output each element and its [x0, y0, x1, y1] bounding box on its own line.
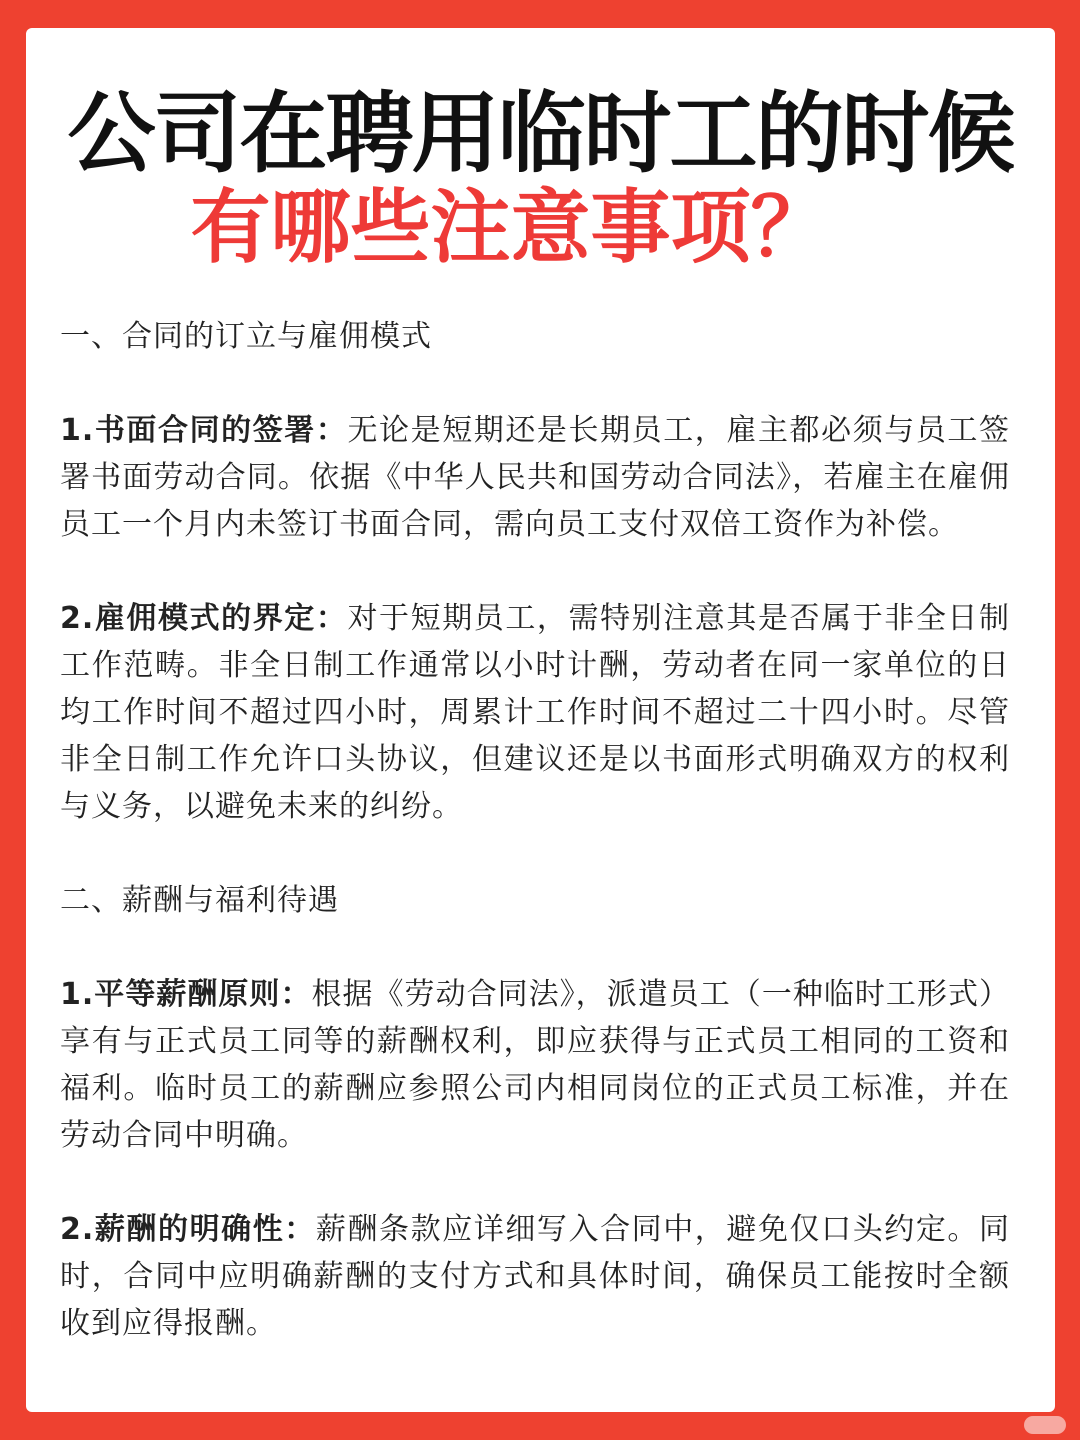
- paragraph-written-contract: [60, 407, 1010, 548]
- article-body: [60, 313, 1010, 1347]
- paragraph-body: 薪酬条款应详细写入合同中，避免仅口头约定。同时，合同中应明确薪酬的支付方式和具体时间，确保员工能按时全额收到应得报酬。: [60, 1212, 1010, 1341]
- title-line-1: 公司在聘用临时工的时候: [67, 82, 1014, 185]
- section-heading-salary: 二、薪酬与福利待遇: [60, 883, 339, 918]
- paragraph-salary-clarity: [60, 1206, 1010, 1347]
- watermark-logo: [1024, 1416, 1066, 1434]
- paragraph-equal-pay: [60, 971, 1010, 1159]
- paragraph-body: 无论是短期还是长期员工，雇主都必须与员工签署书面劳动合同。依据《中华人民共和国劳动合同法》，若雇主在雇佣员工一个月内未签订书面合同，需向员工支付双倍工资作为补偿。: [60, 413, 1010, 542]
- paragraph-lead: 1.书面合同的签署：: [60, 413, 348, 448]
- paragraph-lead: 2.雇佣模式的界定：: [60, 601, 348, 636]
- title-line-2: 有哪些注意事项？: [190, 181, 831, 274]
- content-card: [26, 28, 1055, 1412]
- paragraph-body: 对于短期员工，需特别注意其是否属于非全日制工作范畴。非全日制工作通常以小时计酬，劳动者在同一家单位的日均工作时间不超过四小时，周累计工作时间不超过二十四小时。尽管非全日制工作允许口头协议，但建议还是以书面形式明确双方的权利与义务，以避免未来的纠纷。: [60, 601, 1010, 824]
- paragraph-lead: 1.平等薪酬原则：: [60, 977, 312, 1012]
- section-heading-contract: 一、合同的订立与雇佣模式: [60, 319, 432, 354]
- paragraph-lead: 2.薪酬的明确性：: [60, 1212, 316, 1247]
- paragraph-employment-mode: [60, 595, 1010, 830]
- paragraph-body: 根据《劳动合同法》，派遣员工（一种临时工形式）享有与正式员工同等的薪酬权利，即应获得与正式员工相同的工资和福利。临时员工的薪酬应参照公司内相同岗位的正式员工标准，并在劳动合同中明确。: [60, 977, 1010, 1153]
